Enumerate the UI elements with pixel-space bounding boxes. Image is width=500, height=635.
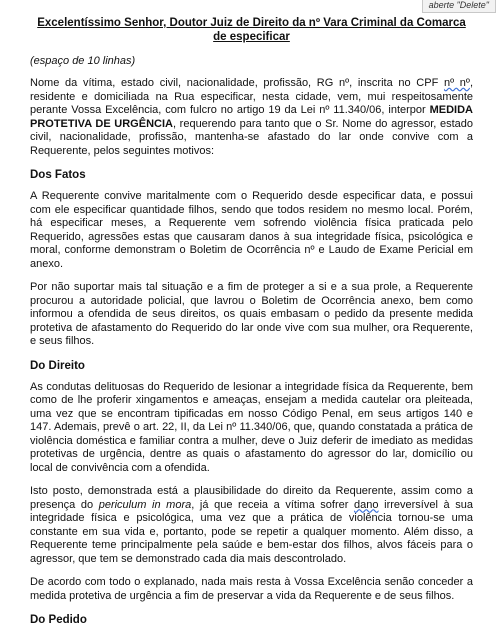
fatos-paragraph-2: Por não suportar mais tal situação e a fim de proteger a si e a sua prole, a Requerente procurou a autoridade policial, que lavrou o Boletim de Ocorrência anexo, bem como informou a ofendida de seus direitos, os quais embasam o pedido da presente medida protetiva de afastamento do Requerido do lar onde vive com sua mulher, ora Requerente, e seus filhos. — [30, 281, 473, 347]
title-line-2: de especificar — [213, 31, 290, 43]
dano-word: dano — [354, 498, 379, 511]
document-title — [30, 16, 473, 44]
delete-hint-tooltip: aberte "Delete" — [422, 0, 496, 13]
fatos-paragraph-1: A Requerente convive maritalmente com o Requerido desde especificar data, e possui com ele especificar quantidade filhos, sendo que todos residem no mesmo local. Porém, há especificar meses, a Requerente vem sofrendo violência física praticada pelo Requerido, agressões estas que causaram danos à sua integridade física, psicológica e moral, conforme demonstram o Boletim de Ocorrência nº e Laudo de Exame Pericial em anexo. — [30, 190, 473, 270]
direito-paragraph-1: As condutas delituosas do Requerido de lesionar a integridade física da Requerente, bem como de lhe proferir xingamentos e ameaças, ensejam a medida cautelar ora pleiteada, uma vez que se encontram tipificadas em nosso Código Penal, em seus artigos 140 e 147. Ademais, prevê o art. 22, II, da Lei nº 11.340/06, que, quando constatada a prática de violência doméstica e familiar contra a mulher, deve o Juiz deferir de imediato as medidas protetivas de urgência, dentre as quais o afastamento do agressor do lar, domicílio ou local de convivência com a ofendida. — [30, 380, 473, 474]
document-page — [30, 16, 473, 635]
title-line-1: Excelentíssimo Senhor, Doutor Juiz de Direito da nº Vara Criminal da Comarca — [37, 17, 466, 29]
intro-paragraph — [30, 77, 473, 158]
periculum-in-mora-term: periculum in mora — [98, 498, 192, 511]
section-heading-fatos: Dos Fatos — [30, 169, 86, 181]
direito-text-3: irreversível à sua integridade física e psicológica, uma vez que a prática de violência tornou-se uma constante em sua vida e, portanto, pode se repetir a qualquer momento. Além disso, a Requerente teme principalmente pela saúde e bem-estar dos filhos, alvos fáceis para o agressor, que tem se demonstrado cada dia mais descontrolado. — [30, 498, 473, 565]
direito-text-1: Isto posto, demonstrada está a plausibilidade do direito da Requerente, assim como a presença do — [30, 485, 473, 511]
direito-paragraph-2 — [30, 485, 473, 566]
intro-measure-title: MEDIDA PROTETIVA DE URGÊNCIA — [30, 104, 473, 130]
cpf-number-placeholder: nº nº — [443, 77, 470, 89]
section-heading-direito: Do Direito — [30, 359, 85, 372]
intro-text-2: , residente e domiciliada na Rua especificar, nesta cidade, vem, mui respeitosamente perante Vossa Excelência, com fulcro no artigo 19 da Lei nº 11.340/06, interpor — [30, 77, 473, 116]
direito-paragraph-3: De acordo com todo o explanado, nada mais resta à Vossa Excelência senão conceder a medida protetiva de urgência a fim de preservar a vida da Requerente e de seus filhos. — [30, 576, 473, 602]
intro-text-3: , requerendo para tanto que o Sr. Nome do agressor, estado civil, nacionalidade, profissão, mantenha-se afastado do lar onde convive com a Requerente, pelos seguintes motivos: — [30, 117, 473, 157]
section-heading-pedido: Do Pedido — [30, 614, 87, 626]
intro-text-1: Nome da vítima, estado civil, nacionalidade, profissão, RG nº, inscrita no CPF — [30, 77, 444, 89]
direito-text-2: , já que receia a vítima sofrer — [191, 498, 355, 511]
spacing-note: (espaço de 10 linhas) — [30, 55, 136, 67]
